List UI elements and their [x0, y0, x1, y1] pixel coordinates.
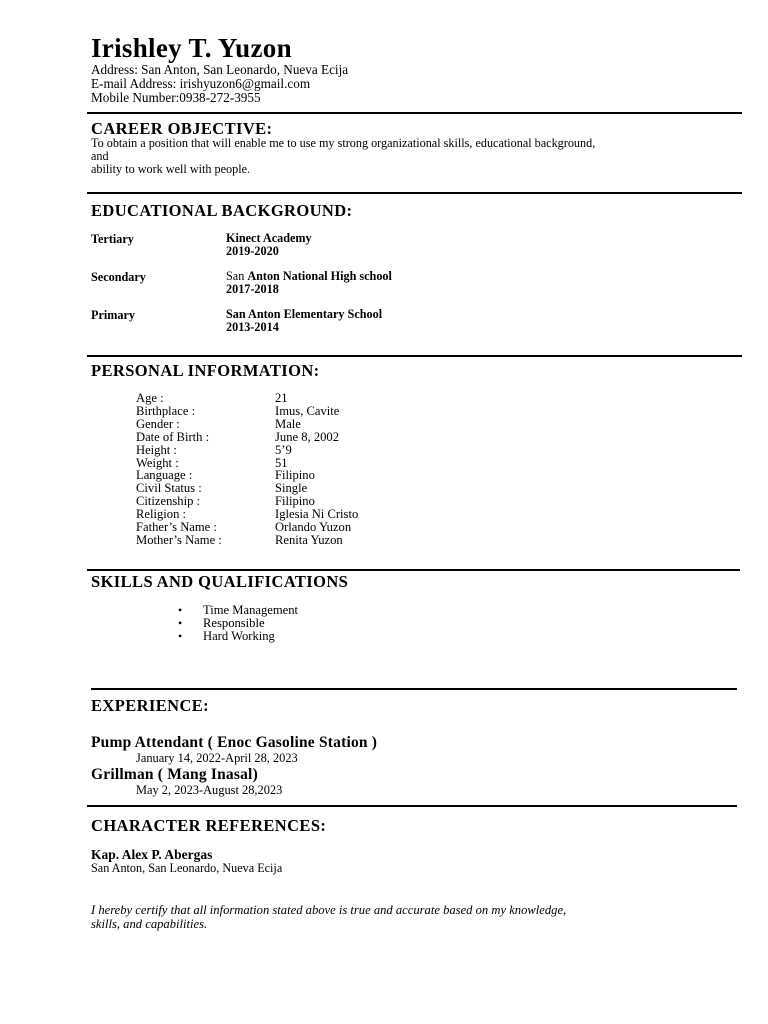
job-title: Grillman ( Mang Inasal) — [91, 766, 258, 783]
email-line: E-mail Address: irishyuzon6@gmail.com — [91, 76, 311, 91]
skill-item: Time Management — [203, 603, 299, 617]
personal-info-label: Citizenship : — [136, 494, 201, 509]
personal-info-value: Filipino — [275, 494, 315, 509]
references-heading: CHARACTER REFERENCES: — [91, 816, 327, 835]
job-title: Pump Attendant ( Enoc Gasoline Station ) — [91, 734, 378, 751]
edu-years-tertiary: 2019-2020 — [226, 244, 279, 258]
reference-name: Kap. Alex P. Abergas — [91, 847, 213, 862]
personal-info-label: Date of Birth : — [136, 429, 210, 444]
personal-info-label: Birthplace : — [136, 403, 196, 418]
career-objective-line-3: ability to work well with people. — [91, 162, 251, 176]
personal-info-label: Father’s Name : — [136, 520, 217, 534]
reference-address: San Anton, San Leonardo, Nueva Ecija — [91, 861, 283, 875]
edu-years-primary: 2013-2014 — [226, 320, 279, 334]
skill-item: Hard Working — [203, 628, 275, 643]
personal-info-label: Age : — [136, 391, 164, 405]
personal-info-value: Orlando Yuzon — [275, 520, 352, 534]
personal-info-heading: PERSONAL INFORMATION: — [91, 361, 320, 380]
divider — [91, 688, 737, 690]
divider — [87, 112, 742, 114]
education-heading: EDUCATIONAL BACKGROUND: — [91, 201, 353, 220]
personal-info-value: 5’9 — [275, 442, 292, 457]
personal-info-value: June 8, 2002 — [275, 429, 340, 444]
personal-info-value: Filipino — [275, 468, 315, 483]
career-objective-line-1: To obtain a position that will enable me to use my strong organizational skills, educational background, — [91, 136, 596, 150]
edu-school-primary: San Anton Elementary School — [226, 307, 383, 321]
personal-info-label: Mother’s Name : — [136, 532, 222, 547]
experience-heading: EXPERIENCE: — [91, 696, 210, 715]
job-dates: May 2, 2023-August 28,2023 — [136, 783, 283, 797]
bullet-icon: • — [178, 603, 183, 617]
certification-line-2: skills, and capabilities. — [91, 917, 208, 931]
personal-info-label: Civil Status : — [136, 481, 202, 496]
divider — [87, 805, 737, 807]
mobile-line: Mobile Number:0938-272-3955 — [91, 90, 261, 105]
edu-level-secondary: Secondary — [91, 270, 146, 284]
edu-school-tertiary: Kinect Academy — [226, 231, 312, 245]
personal-info-value: 51 — [275, 455, 288, 470]
divider — [87, 192, 742, 194]
personal-info-value: Imus, Cavite — [275, 403, 340, 418]
skill-item: Responsible — [203, 615, 265, 630]
certification-statement — [91, 903, 691, 931]
edu-years-secondary: 2017-2018 — [226, 282, 279, 296]
personal-info-label: Gender : — [136, 416, 180, 431]
personal-info-label: Religion : — [136, 507, 187, 522]
personal-info-label: Height : — [136, 442, 177, 457]
skills-heading: SKILLS AND QUALIFICATIONS — [91, 572, 349, 591]
bullet-icon: • — [178, 628, 183, 643]
certification-line-1: I hereby certify that all information stated above is true and accurate based on my knowledge, — [91, 903, 567, 917]
career-objective-line-2: and — [91, 149, 109, 163]
edu-level-tertiary: Tertiary — [91, 232, 134, 246]
career-objective-heading: CAREER OBJECTIVE: — [91, 119, 273, 138]
personal-info-value: Male — [275, 416, 301, 431]
divider — [87, 569, 740, 571]
personal-info-value: 21 — [275, 391, 288, 405]
edu-level-primary: Primary — [91, 308, 135, 322]
edu-school-secondary-prefix: San — [226, 269, 248, 283]
personal-info-label: Weight : — [136, 455, 179, 470]
bullet-icon: • — [178, 615, 183, 630]
job-dates: January 14, 2022-April 28, 2023 — [136, 751, 298, 765]
divider — [87, 355, 742, 357]
personal-info-value: Single — [275, 481, 308, 496]
personal-info-value: Renita Yuzon — [275, 532, 343, 547]
personal-info-value: Iglesia Ni Cristo — [275, 507, 359, 522]
personal-info-label: Language : — [136, 468, 193, 483]
edu-school-secondary-name: Anton National High school — [247, 269, 392, 283]
applicant-name: Irishley T. Yuzon — [91, 33, 292, 63]
address-line: Address: San Anton, San Leonardo, Nueva Ecija — [91, 62, 349, 77]
